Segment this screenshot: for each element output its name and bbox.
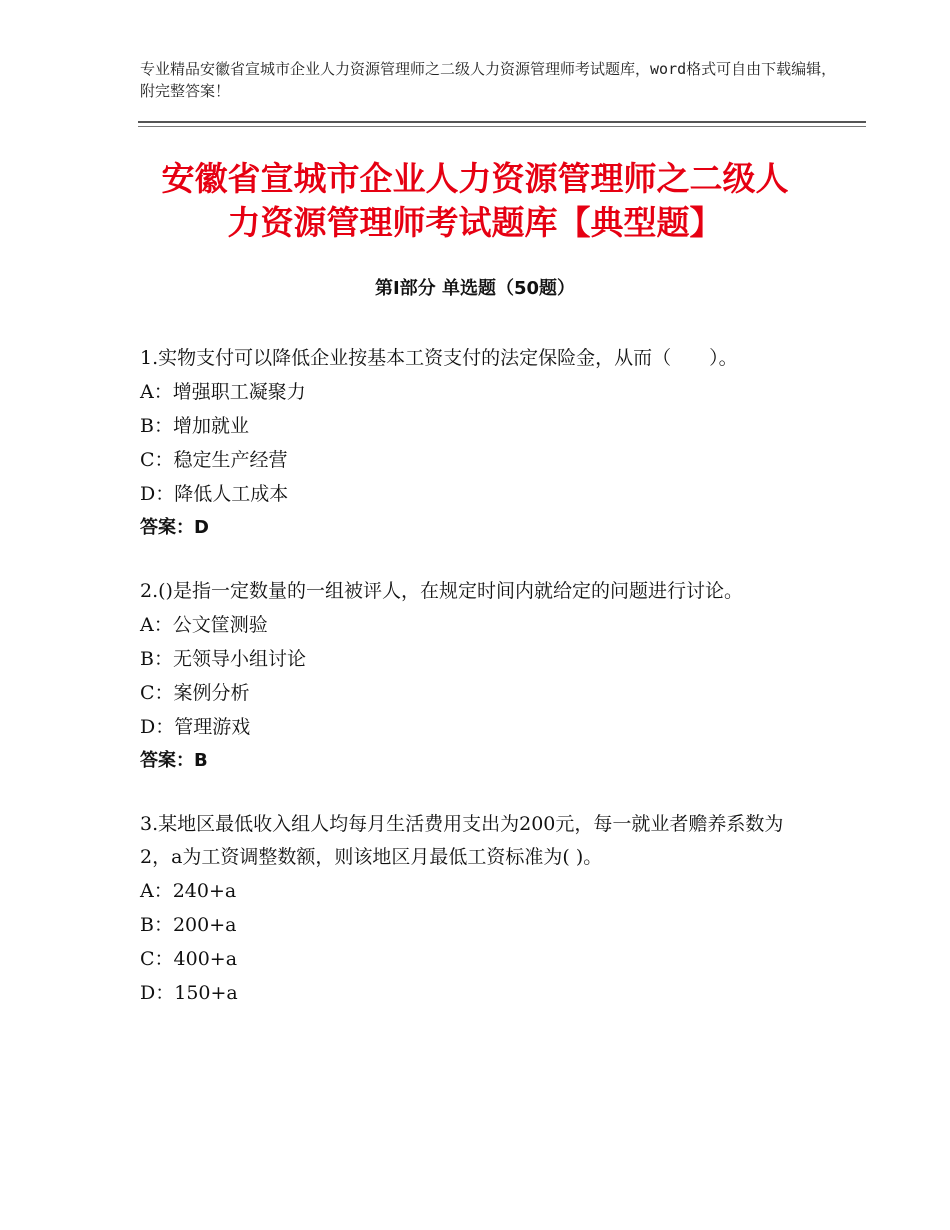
option-c: C：400+a: [140, 948, 238, 970]
question-3: [140, 808, 810, 1010]
document-title-line-2: 力资源管理师考试题库【典型题】: [227, 203, 723, 242]
option-b: B：增加就业: [140, 415, 249, 437]
document-title-line-1: 安徽省宣城市企业人力资源管理师之二级人: [161, 159, 789, 198]
answer-key: 答案：D: [140, 517, 209, 538]
option-c: C：稳定生产经营: [140, 449, 288, 471]
question-stem: 3.某地区最低收入组人均每月生活费用支出为200元，每一就业者赡养系数为2，a为工资调整数额，则该地区月最低工资标准为( )。: [140, 813, 784, 868]
option-a: A：240+a: [140, 880, 237, 902]
document-title: [140, 157, 810, 245]
question-1: [140, 342, 810, 545]
header-divider-thin: [138, 126, 866, 127]
section-heading: 第Ⅰ部分 单选题（50题）: [374, 278, 575, 299]
answer-key: 答案：B: [140, 750, 208, 771]
option-d: D：管理游戏: [140, 716, 251, 738]
option-a: A：增强职工凝聚力: [140, 381, 306, 403]
option-c: C：案例分析: [140, 682, 250, 704]
option-b: B：200+a: [140, 914, 237, 936]
question-stem: 1.实物支付可以降低企业按基本工资支付的法定保险金，从而（ ）。: [140, 347, 738, 369]
header-note: 专业精品安徽省宣城市企业人力资源管理师之二级人力资源管理师考试题库，word格式可自由下载编辑，附完整答案！: [140, 60, 837, 100]
question-2: [140, 575, 810, 778]
option-b: B：无领导小组讨论: [140, 648, 306, 670]
header-divider: [138, 121, 866, 123]
question-stem: 2.()是指一定数量的一组被评人，在规定时间内就给定的问题进行讨论。: [140, 580, 743, 602]
option-a: A：公文筐测验: [140, 614, 268, 636]
option-d: D：降低人工成本: [140, 483, 289, 505]
question-list: [140, 342, 810, 1040]
option-d: D：150+a: [140, 982, 238, 1004]
